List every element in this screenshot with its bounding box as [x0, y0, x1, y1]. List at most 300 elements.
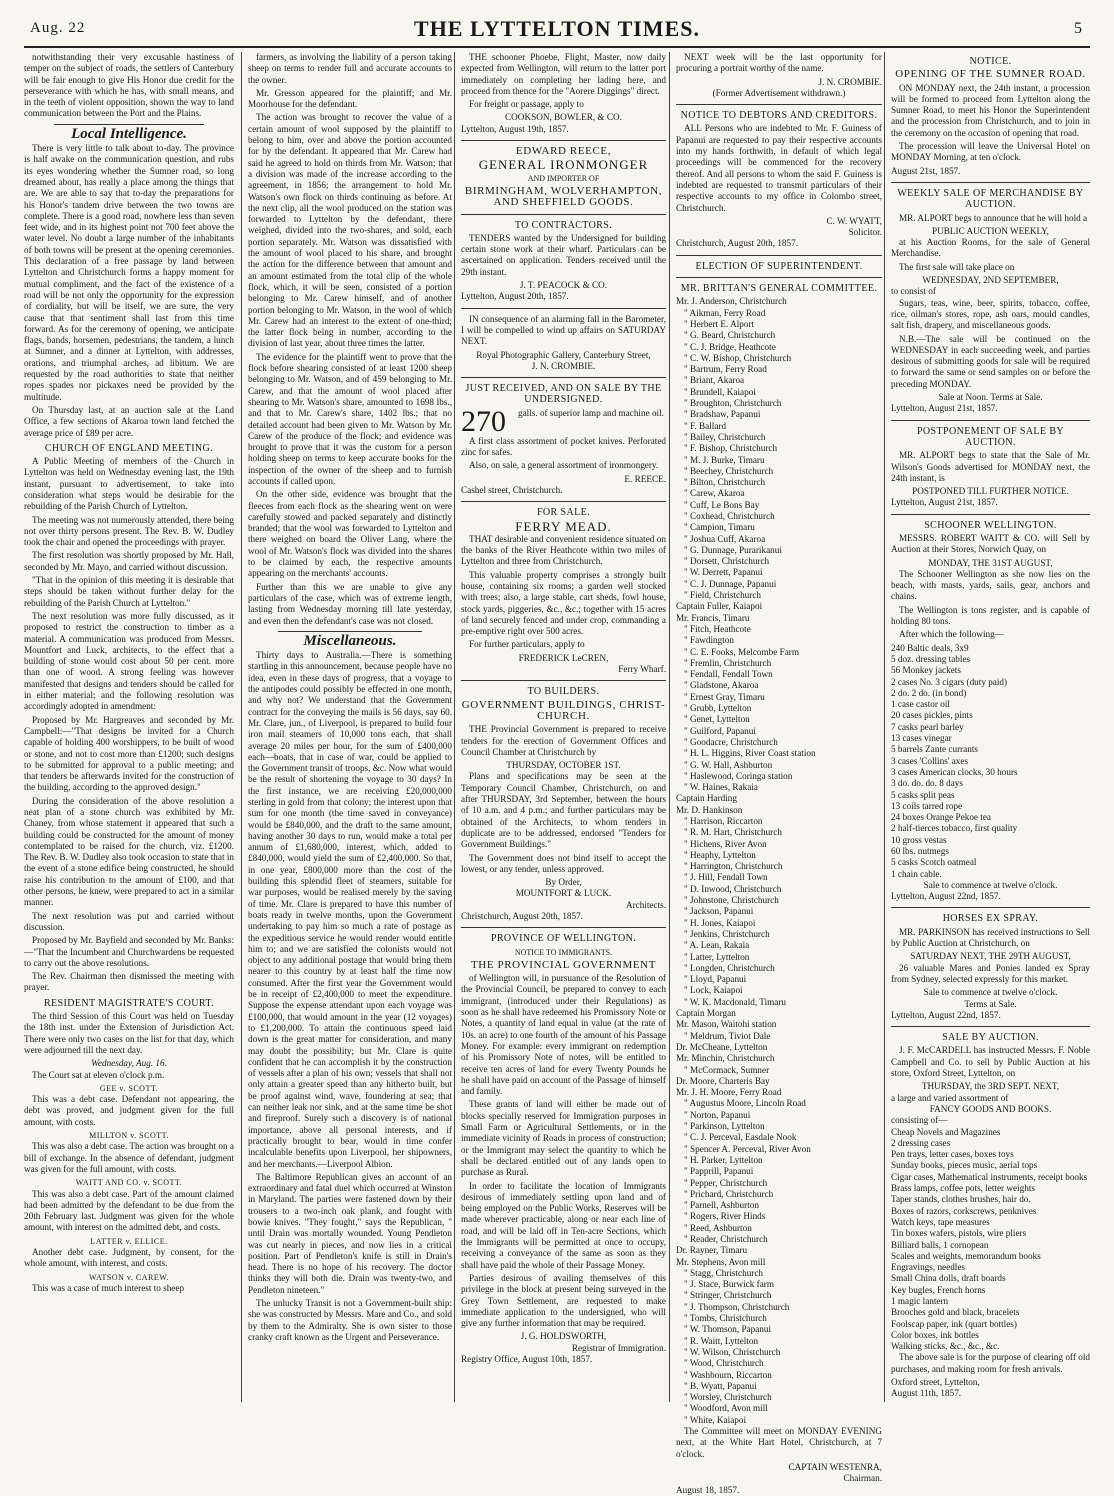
- committee-member: " Reed, Ashburton: [684, 1222, 752, 1233]
- ad-subheading: AND IMPORTER OF: [527, 173, 600, 183]
- section-heading-local: Local Intelligence.: [71, 125, 187, 142]
- committee-member: " W. Wilson, Christchurch: [684, 1346, 781, 1357]
- column-4: [669, 52, 882, 1495]
- divider: [54, 124, 204, 125]
- committee-member: " J. Stace, Burwick farm: [684, 1279, 774, 1290]
- case-title: GEE v. SCOTT.: [99, 1083, 159, 1093]
- sale-item: Cheap Novels and Magazines: [891, 1126, 1001, 1137]
- committee-member: " B. Wyatt, Papanui: [684, 1380, 757, 1391]
- committee-member: " Dorsett, Christchurch: [684, 556, 770, 567]
- ad-signature: Chairman.: [843, 1473, 882, 1484]
- ad-heading: WEEKLY SALE OF MERCHANDISE BY AUCTION.: [897, 187, 1084, 211]
- committee-member: " F. Bishop, Christchurch: [684, 443, 778, 454]
- ad-signature: FREDERICK LeCREN,: [518, 652, 609, 663]
- article-paragraph: On the other side, evidence was brought that the fleeces from each flock as the shearing went on were carefully stowed and packed separately and distinctly branded; that the wool was forwarded to Lyttelton and there weighed on board the Oliver Lang, where the wool of Mr. Watson's flock was divided into the shares to be claimed by each, the respective amounts appearing on the merchants' accounts.: [248, 489, 452, 579]
- article-paragraph: During the consideration of the above resolution a neat plan of a stone church was exhibited by Mr. Chaney, from whose statement it appeared that such a building could be constructed for the amount of money contemplated to be raised for the church, viz. £1200. The Rev. B. W. Dudley also took occasion to state that in the event of a stone edifice being constructed, he should raise his contribution to the amount of £100, and that other persons, he knew, were prepared to act in a similar manner.: [24, 795, 234, 908]
- newspaper-title: THE LYTTELTON TIMES.: [414, 16, 700, 41]
- ad-text: In order to facilitate the location of Immigrants desirous of immediately settling upon land and of being employed on the Public Works, Reserves will be made wherever practicable, along or near each line of road, and will be laid off in Ten-acre Sections, which the Immigrants will be permitted at once to occupy, receiving a conveyance of the same as soon as they shall have paid the whole of their Passage Money.: [461, 1180, 666, 1270]
- section-heading-miscellaneous: Miscellaneous.: [303, 632, 397, 649]
- page-columns: [24, 52, 1090, 1495]
- committee-member: " Gladstone, Akaroa: [684, 680, 759, 691]
- divider: [461, 140, 666, 141]
- sale-item: 5 casks Scotch oatmeal: [891, 857, 977, 868]
- article-paragraph: The meeting was not numerously attended, there being not over thirty persons present. The Rev. B. W. Dudley took the chair and opened the proceedings with prayer.: [24, 514, 234, 548]
- ad-signature: Solicitor.: [848, 227, 882, 238]
- ad-text: POSTPONED TILL FURTHER NOTICE.: [912, 486, 1069, 497]
- article-paragraph: This was also a debt case. The action was brought on a bill of exchange. In the absence of defendant, judgment was given for the full amount, with costs.: [24, 1141, 234, 1174]
- ad-date: Christchurch, August 20th, 1857.: [461, 911, 583, 921]
- ad-heading: PROVINCE OF WELLINGTON.: [490, 933, 637, 945]
- ad-text: a large and varied assortment of: [891, 1092, 1009, 1103]
- committee-member: " Prichard, Christchurch: [684, 1188, 774, 1199]
- ad-text: N.B.—The sale will be continued on the WEDNESDAY in each succeeding week, and parties desirous of submitting goods for sale will be required to forward the same or send samples on or before the preceding MONDAY.: [891, 333, 1090, 389]
- divider: [461, 927, 666, 928]
- ad-date: Lyttelton, August 22nd, 1857.: [891, 891, 1001, 902]
- committee-member: " Stagg, Christchurch: [684, 1267, 764, 1278]
- ad-heading: MR. BRITTAN'S GENERAL COMMITTEE.: [680, 283, 878, 295]
- article-paragraph: Mr. Gresson appeared for the plaintiff; and Mr. Moorhouse for the defendant.: [248, 87, 452, 110]
- committee-member: " W. Thomson, Papanui: [684, 1324, 772, 1335]
- committee-member: " W. Derrett, Papanui: [684, 567, 763, 578]
- ad-text: A first class assortment of pocket knives. Perforated zinc for safes.: [461, 435, 666, 458]
- case-title: LATTER v. ELLICE.: [90, 1236, 168, 1246]
- ad-text: TENDERS wanted by the Undersigned for building certain stone work at their wharf. Particulars can be ascertained on application. Tenders received until the 29th instant.: [461, 232, 666, 277]
- ad-text: of Wellington will, in pursuance of the Resolution of the Provincial Council, be prepared to convey to each immigrant, (introduced under their Regulations) as soon as he shall have redeemed his Promissory Note or Notes, a quantity of land equal in value (at the rate of 10s. an acre) to one fourth of the amount of his Passage Money. For example: every immigrant on redemption of his Promissory Note of notes, will be entitled to receive ten acres of land for every Twenty Pounds he he shall have paid on account of the Passage of himself and family.: [461, 973, 666, 1097]
- committee-member: " Carew, Akaroa: [684, 488, 745, 499]
- divider: [891, 514, 1090, 515]
- committee-member: " C. J. Dunnage, Papanui: [684, 578, 777, 589]
- schooner-item-list: [891, 643, 1090, 880]
- committee-member: " Spencer A. Perceval, River Avon: [684, 1143, 811, 1154]
- column-2: [241, 52, 452, 1402]
- ad-signature: C. W. WYATT,: [826, 215, 882, 226]
- committee-member: " H. Jones, Kaiapoi: [684, 917, 756, 928]
- committee-member: " Meldrum, Tiviot Dale: [684, 1030, 771, 1041]
- ad-heading: HORSES EX SPRAY.: [942, 913, 1039, 925]
- committee-member: " Wood, Christchurch: [684, 1358, 764, 1369]
- committee-member: " F. Ballard: [684, 420, 727, 431]
- sale-item: 2 cases No. 3 cigars (duty paid): [891, 676, 1008, 687]
- article-paragraph: Proposed by Mr. Hargreaves and seconded by Mr. Campbell:—"That designs be invited for a Church capable of holding 400 worshippers, to be built of wood or stone, and not to cost more than £1200; such designs to be submitted for approval to a public meeting; and that tenders be afterwards invited for the construction of the building, according to the approved design.": [24, 714, 234, 793]
- ad-date: SATURDAY NEXT, THE 29TH AUGUST,: [910, 951, 1071, 962]
- committee-member: " Lock, Kaiapoi: [684, 985, 743, 996]
- divider: [676, 255, 882, 256]
- ad-note: (Former Advertisement withdrawn.): [712, 87, 846, 98]
- ad-date: August 21st, 1857.: [891, 165, 961, 176]
- committee-member: " Longden, Christchurch: [684, 962, 775, 973]
- committee-member: " Parnell, Ashburton: [684, 1200, 759, 1211]
- ad-text: The Committee will meet on MONDAY EVENING next, at the White Hart Hotel, Christchurch, at 7 o'clock.: [676, 1426, 882, 1459]
- ad-heading: THE PROVINCIAL GOVERNMENT: [470, 958, 657, 971]
- ad-subheading: FERRY MEAD.: [515, 518, 612, 534]
- ad-text: at his Auction Rooms, for the sale of General Merchandise.: [891, 237, 1090, 259]
- ad-text: THE schooner Phoebe, Flight, Master, now daily expected from Wellington, will return to the latter port immediately on completing her lading here, and proceed from thence for the "Aorere Diggings" direct.: [461, 52, 666, 96]
- committee-member: " D. Inwood, Christchurch: [684, 883, 782, 894]
- committee-member: " W. Haines, Rakaia: [684, 782, 758, 793]
- committee-member: " Woodford, Avon mill: [684, 1403, 768, 1414]
- committee-member: " Heaphy, Lyttelton: [684, 849, 756, 860]
- sale-item: Boxes of razors, corkscrews, penknives: [891, 1205, 1037, 1216]
- ad-heading: BIRMINGHAM, WOLVERHAMPTON, AND SHEFFIELD GOODS.: [464, 184, 663, 209]
- ad-text: The first sale will take place on: [899, 261, 1015, 272]
- sale-item: Billiard balls, 1 cornopean: [891, 1239, 989, 1250]
- ad-text: to consist of: [891, 286, 936, 297]
- committee-member: " Jenkins, Christchurch: [684, 928, 770, 939]
- committee-member: " Guilford, Papanui: [684, 725, 756, 736]
- ad-date: August 18, 1857.: [676, 1484, 740, 1495]
- committee-member: " Rogers, River Hinds: [684, 1211, 766, 1222]
- ad-signature: Ferry Wharf.: [618, 664, 666, 675]
- committee-member: " Briant, Akaroa: [684, 375, 745, 386]
- ad-date: THURSDAY, the 3RD SEPT. NEXT,: [921, 1081, 1060, 1092]
- sale-item: 10 gross vestas: [891, 834, 947, 845]
- ad-subheading: OPENING OF THE SUMNER ROAD.: [895, 68, 1086, 81]
- article-paragraph: The next resolution was more fully discussed, as it proposed to restrict the construction to timber as a material. A communication was produced from Messrs. Mountfort and Luck, architects, to the effect that a building of stone would cost about 50 per cent. more than one of wood. A strong feeling was however manifested that designs and tenders should be called for in either material; and the following resolution was accordingly adopted in amendment:: [24, 610, 234, 712]
- sale-item: 56 Monkey jackets: [891, 665, 961, 676]
- committee-member: " Beechey, Christchurch: [684, 465, 774, 476]
- ad-date: Lyttelton, August 21st, 1857.: [891, 497, 998, 508]
- committee-member: Mr. Minchin, Christchurch: [676, 1053, 775, 1064]
- sale-item: 2 half-tierces tobacco, first quality: [891, 823, 1018, 834]
- sale-item: Taper stands, clothes brushes, hair do.: [891, 1194, 1031, 1205]
- committee-member: " R. M. Hart, Christchurch: [684, 827, 782, 838]
- committee-member: " Campion, Timaru: [684, 522, 755, 533]
- article-heading: RESIDENT MAGISTRATE'S COURT.: [43, 997, 215, 1009]
- committee-member: " G. Beard, Christchurch: [684, 330, 776, 341]
- ad-text: FANCY GOODS AND BOOKS.: [929, 1103, 1052, 1114]
- ad-heading: TO CONTRACTORS.: [514, 219, 613, 231]
- ad-text: These grants of land will either be made out of blocks specially reserved for Immigration purposes in Small Farm or Agricultural Settlements, or in the immediate vicinity of Roads in process of construction; or the Immigrant may select the quantity to which he shall be declared entitled out of any lands open to purchase as Rural.: [461, 1099, 666, 1178]
- sale-item: 1 magic lantern: [891, 1295, 949, 1306]
- divider: [676, 104, 882, 105]
- committee-member: Mr. Stephens, Avon mill: [676, 1256, 766, 1267]
- sale-item: Cigar cases, Mathematical instruments, receipt books: [891, 1171, 1088, 1182]
- article-paragraph: The first resolution was shortly proposed by Mr. Hall, seconded by Mr. Mayo, and carried without discussion.: [24, 550, 234, 572]
- committee-member: " Worsley, Christchurch: [684, 1392, 772, 1403]
- issue-date: Aug. 22: [30, 20, 86, 36]
- article-paragraph: Another debt case. Judgment, by consent, for the whole amount, with interest, and costs.: [24, 1246, 234, 1269]
- column-1: [24, 52, 234, 1402]
- committee-member: Mr. D. Hankinson: [676, 804, 743, 815]
- committee-member: " M. J. Burke, Timaru: [684, 454, 765, 465]
- ad-text: MR. ALPORT begs to state that the Sale of Mr. Wilson's Goods advertised for MONDAY next, the 24th instant, is: [891, 450, 1090, 483]
- ad-text: PUBLIC AUCTION WEEKLY,: [932, 225, 1049, 236]
- sale-item: Sunday books, pieces music, aerial tops: [891, 1160, 1038, 1171]
- committee-member: " Jackson, Papanui: [684, 906, 754, 917]
- ad-text: THE Provincial Government is prepared to receive tenders for the erection of Government Offices and Council Chamber at Christchurch by: [461, 724, 666, 757]
- sale-item: Engravings, needles: [891, 1262, 965, 1273]
- ad-signature: J. N. CROMBIE.: [818, 76, 882, 87]
- committee-member: " Stringer, Christchurch: [684, 1290, 772, 1301]
- committee-member: " Broughton, Christchurch: [684, 398, 782, 409]
- committee-member: " Tombs, Christchurch: [684, 1313, 767, 1324]
- divider: [461, 214, 666, 215]
- divider: [461, 680, 666, 681]
- committee-member: " Johnstone, Christchurch: [684, 895, 779, 906]
- divider: [891, 1026, 1090, 1027]
- ad-heading: JUST RECEIVED, AND ON SALE BY THE UNDERSIGNED.: [465, 383, 662, 406]
- committee-member: " Fendall, Fendall Town: [684, 669, 773, 680]
- ad-heading: GENERAL IRONMONGER: [478, 157, 649, 173]
- committee-member: " McCormack, Sumner: [684, 1064, 770, 1075]
- article-paragraph: This was a case of much interest to sheep: [32, 1282, 185, 1293]
- ad-date: Registry Office, August 10th, 1857.: [461, 1353, 593, 1364]
- committee-member: " Haslewood, Coringa station: [684, 770, 793, 781]
- article-paragraph: The unlucky Transit is not a Government-built ship: she was constructed by Messrs. Mare and Co., and sold by them to the Admiralty. She is own sister to those cranky craft known as the Urgent and Perseverance.: [248, 1298, 452, 1342]
- committee-member: " Herbert E. Alport: [684, 318, 755, 329]
- ad-text: Also, on sale, a general assortment of ironmongery.: [469, 460, 659, 471]
- committee-member: " Genet, Lyttelton: [684, 714, 750, 725]
- committee-list: [676, 296, 882, 1426]
- ad-address: Cashel street, Christchurch.: [461, 484, 563, 495]
- committee-member: Captain Morgan: [676, 1008, 736, 1019]
- sale-item: Color boxes, ink bottles: [891, 1329, 979, 1340]
- ad-subheading: NOTICE TO IMMIGRANTS.: [514, 947, 613, 957]
- ad-text: The Government does not bind itself to accept the lowest, or any tender, unless approved.: [461, 852, 666, 874]
- sale-item: 60 lbs. nutmegs: [891, 846, 949, 856]
- ad-heading: SCHOONER WELLINGTON.: [924, 519, 1057, 531]
- page-number: 5: [1074, 20, 1082, 37]
- ad-date: Lyttelton, August 19th, 1857.: [461, 123, 569, 134]
- ad-heading: NOTICE.: [969, 56, 1012, 67]
- committee-member: " White, Kaiapoi: [684, 1414, 747, 1425]
- ad-signature: MOUNTFORT & LUCK.: [515, 888, 612, 899]
- committee-member: Dr. Moore, Charteris Bay: [676, 1075, 770, 1086]
- ad-text: By Order,: [545, 877, 582, 888]
- article-paragraph: "That in the opinion of this meeting it is desirable that steps should be taken without further delay for the rebuilding of the Parish Church at Lyttelton.": [24, 575, 234, 608]
- ad-heading: POSTPONEMENT OF SALE BY AUCTION.: [916, 425, 1065, 448]
- ad-text: The Schooner Wellington as she now lies on the beach, with masts, yards, sails, gear, anchors and chains.: [891, 568, 1090, 602]
- ad-date: Lyttelton, August 20th, 1857.: [461, 291, 569, 302]
- committee-member: " H. Parker, Lyttelton: [684, 1154, 763, 1165]
- auction-item-list: [891, 1127, 1090, 1353]
- ad-signature: CAPTAIN WESTENRA,: [788, 1461, 882, 1472]
- committee-member: " Harrison, Riccarton: [684, 816, 763, 826]
- divider: [891, 420, 1090, 421]
- committee-member: " Grubb, Lyttelton: [684, 703, 752, 714]
- ad-date: Lyttelton, August 22nd, 1857.: [891, 1009, 1001, 1020]
- article-paragraph: This was also a debt case. Part of the amount claimed had been admitted by the defendant to be due from the 20th February last. Judgment was given for the whole amount, with interest on the admitted debt, and costs.: [24, 1188, 234, 1233]
- ad-text: MESSRS. ROBERT WAITT & CO. will Sell by Auction at their Stores, Norwich Quay, on: [891, 532, 1090, 555]
- article-paragraph: This was a debt case. Defendant not appearing, the debt was proved, and judgment given for the full amount, with costs.: [24, 1094, 234, 1127]
- committee-member: " C. J. Perceval, Easdale Nook: [684, 1132, 797, 1143]
- ad-heading: EDWARD REECE,: [515, 145, 612, 158]
- committee-member: " J. Hill, Fendall Town: [684, 872, 768, 883]
- sale-item: Brooches gold and black, bracelets: [891, 1307, 1020, 1318]
- committee-member: " R. Waitt, Lyttelton: [684, 1335, 759, 1346]
- sale-item: 2 dressing cases: [891, 1137, 951, 1148]
- committee-member: " Coxhead, Christchurch: [684, 510, 775, 521]
- article-paragraph: The evidence for the plaintiff went to prove that the flock before shearing consisted of at least 1200 sheep belonging to Mr. Watson, and of 459 belonging to Mr. Carew, and that the amount of wool placed after shearing to Mr. Watson's share, amounted to 1698 lbs., and that to Mr. Carew's share, 1402 lbs.; that no detailed account had been given to Mr. Watson by Mr. Carew of the produce of the flock; and evidence was brought to prove that it was the custom for a person holding sheep on terms to keep accurate books for the inspection of the owner of the sheep and to furnish accounts if called upon.: [248, 351, 452, 486]
- article-paragraph: The Court sat at eleven o'clock p.m.: [32, 1069, 165, 1080]
- ad-text: For further particulars, apply to: [469, 639, 585, 650]
- sale-item: 1 chain cable.: [891, 868, 942, 879]
- ad-heading: NOTICE TO DEBTORS AND CREDITORS.: [680, 110, 878, 122]
- committee-member: " Cuff, Le Bons Bay: [684, 499, 760, 510]
- committee-member: " Ernest Gray, Timaru: [684, 691, 765, 702]
- committee-member: " Papprill, Papanui: [684, 1166, 754, 1177]
- ad-signature: COOKSON, BOWLER, & CO.: [505, 112, 622, 123]
- committee-member: " Fremlin, Christchurch: [684, 657, 772, 668]
- ad-date: Christchurch, August 20th, 1857.: [676, 238, 798, 249]
- ad-signature: E. REECE.: [624, 473, 666, 484]
- ad-text: Sugars, teas, wine, beer, spirits, tobacco, coffee, rice, oilman's stores, rope, ash oars, mould candles, salt fish, drapery, and miscellaneous goods.: [891, 297, 1090, 331]
- committee-member: " Aikman, Ferry Road: [684, 307, 766, 318]
- ad-text: Terms at Sale.: [964, 998, 1017, 1009]
- committee-member: " Brundell, Kaiapoi: [684, 386, 756, 397]
- sale-item: Walking sticks, &c., &c., &c.: [891, 1341, 1000, 1352]
- column-5: [884, 52, 1090, 1402]
- sale-item: 13 cases vinegar: [891, 733, 952, 744]
- big-number: 270: [461, 404, 506, 438]
- article-paragraph: Proposed by Mr. Bayfield and seconded by Mr. Banks:—"That the Incumbent and Churchwardens be requested to carry out the above resolutions.: [24, 935, 234, 968]
- ad-text: For freight or passage, apply to: [469, 99, 584, 110]
- court-date: Wednesday, Aug. 16.: [91, 1058, 167, 1069]
- committee-member: " C. J. Bridge, Heathcote: [684, 341, 776, 352]
- ad-text: Plans and specifications may be seen at the Temporary Council Chamber, Christchurch, on and after THURSDAY, 3rd September, between the hours of 10 a.m. and 4 p.m.; and further particulars may be obtained of the Architects, to whom tenders in duplicate are to be addressed, endorsed "Tenders for Government Buildings.": [461, 771, 666, 850]
- ad-text: Sale to commence at twelve o'clock.: [923, 879, 1058, 890]
- ad-date: WEDNESDAY, 2ND SEPTEMBER,: [922, 275, 1059, 286]
- committee-member: " Norton, Papanui: [684, 1109, 751, 1120]
- committee-member: Captain Harding: [676, 793, 737, 804]
- committee-member: " A. Lean, Rakaia: [684, 940, 750, 951]
- ad-text: Sale at Noon. Terms at Sale.: [938, 392, 1043, 403]
- sale-item: 3 do. do. do. 8 days: [891, 778, 963, 789]
- ad-text: 26 valuable Mares and Ponies landed ex Spray from Sydney, selected expressly for this market.: [891, 962, 1090, 984]
- article-paragraph: On Thursday last, at an auction sale at the Land Office, a few sections of Akaroa town land fetched the average price of £89 per acre.: [24, 404, 234, 438]
- ad-text: galls. of superior lamp and machine oil.: [518, 407, 664, 418]
- divider: [676, 277, 882, 278]
- sale-item: Tin boxes wafers, pistols, wire pliers: [891, 1228, 1027, 1239]
- sale-item: 1 case castor oil: [891, 699, 950, 710]
- committee-member: " C. W. Bishop, Christchurch: [684, 352, 792, 363]
- committee-member: " Washbourn, Riccarton: [684, 1369, 772, 1380]
- sale-item: 3 cases American clocks, 30 hours: [891, 766, 1018, 777]
- article-paragraph: A Public Meeting of members of the Church in Lyttelton was held on Wednesday evening last, the 19th instant, pursuant to advertisement, to take into consideration what steps would be desirable for the rebuilding of the Parish Church of Lyttelton.: [24, 456, 234, 512]
- committee-member: " Bilton, Christchurch: [684, 477, 766, 488]
- sale-item: 7 casks pearl barley: [891, 721, 964, 732]
- committee-member: " J. Thompson, Christchurch: [684, 1301, 790, 1312]
- ad-date: THURSDAY, OCTOBER 1ST.: [506, 760, 621, 771]
- committee-member: " Augustus Moore, Lincoln Road: [684, 1098, 806, 1109]
- committee-member: " G. Dunnage, Purarikanui: [684, 544, 782, 555]
- committee-member: Dr. McCheane, Lyttelton: [676, 1041, 768, 1052]
- sale-item: Pen trays, letter cases, boxes toys: [891, 1149, 1014, 1160]
- ad-heading: SALE BY AUCTION.: [942, 1032, 1039, 1044]
- ad-text: ALL Persons who are indebted to Mr. F. Guiness of Papanui are requested to pay their respective accounts into my hands forthwith, in default of which legal proceedings will be commenced for the recovery thereof. And all persons to whom the said F. Guiness is indebted are requested to transmit particulars of their respective accounts to my office in Colombo street, Christchurch.: [676, 123, 882, 213]
- committee-member: " Harrington, Christchurch: [684, 861, 783, 872]
- article-paragraph: The next resolution was put and carried without discussion.: [24, 910, 234, 932]
- committee-member: " Parkinson, Lyttelton: [684, 1121, 765, 1132]
- ad-date: August 11th, 1857.: [891, 1388, 962, 1399]
- committee-member: Mr. Mason, Waitohi station: [676, 1019, 777, 1030]
- ad-subheading: GOVERNMENT BUILDINGS, CHRIST-CHURCH.: [461, 698, 666, 722]
- committee-member: Mr. Francis, Timaru: [676, 612, 750, 623]
- article-paragraph: There is very little to talk about to-day. The province is half awake on the communication question, and rubs its eyes wondering whether the Sumner road, so long dreamed about, has really a place among the things that are. We are able to say that to-day the preparations for his Honor's tandem drive between the two towns are complete. There is a good road, nowhere less than seven feet wide, and in its highest point not 700 feet above the water level. No doubt a large number of the inhabitants of both towns will be present at the opening ceremonies. This declaration of a free passage by land between Lyttelton and Christchurch forms a happy moment for mutual compliment, and the fact of the existence of a road will be not only the opportunity for the expression of cordiality, but will be itself, we are sure, the very cause that that sentiment shall last from this time forward. As for the ceremony of opening, we anticipate flags, bands, horsemen, pedestrians, the tandem, a lunch at Sumner, and a dinner at Lyttelton, with addresses, orations, and triumphal arches, ad libitum. We are requested by the road authorities to state that neither ropes spades nor pickaxes need be provided by the multitude.: [24, 143, 234, 402]
- committee-member: " Lloyd, Papanui: [684, 974, 747, 985]
- sale-item: Scales and weights, memorandum books: [891, 1250, 1041, 1261]
- sale-item: 5 casks split peas: [891, 789, 955, 800]
- ad-signature: Registrar of Immigration.: [571, 1342, 666, 1353]
- committee-member: " Goodacre, Christchurch: [684, 736, 778, 747]
- divider: [891, 907, 1090, 908]
- ad-heading: ELECTION OF SUPERINTENDENT.: [695, 260, 863, 272]
- article-paragraph: The Rev. Chairman then dismissed the meeting with prayer.: [24, 971, 234, 993]
- sale-item: 13 coils tarred rope: [891, 800, 963, 811]
- sale-item: Watch keys, tape measures: [891, 1216, 990, 1227]
- ad-signature: J. N. CROMBIE.: [531, 360, 596, 371]
- committee-member: " Bradshaw, Papanui: [684, 409, 761, 420]
- committee-member: " Reader, Christchurch: [684, 1233, 768, 1244]
- ad-date: MONDAY, THE 31ST AUGUST,: [928, 557, 1053, 568]
- case-title: MILLTON v. SCOTT.: [89, 1131, 169, 1141]
- ad-address: Oxford street, Lyttelton,: [891, 1377, 980, 1388]
- article-paragraph: The third Session of this Court was held on Tuesday the 18th inst. under the Extension of Jurisdiction Act. There were only two cases on the list for that day, which were adjourned till the next day.: [24, 1011, 234, 1055]
- committee-member: Mr. J. H. Moore, Ferry Road: [676, 1087, 782, 1098]
- sale-item: 5 doz. dressing tables: [891, 653, 971, 664]
- ad-text: The procession will leave the Universal Hotel on MONDAY Morning, at ten o'clock.: [891, 141, 1090, 163]
- ad-text: NEXT week will be the last opportunity for procuring a portrait worthy of the name.: [676, 52, 882, 74]
- article-paragraph: Thirty days to Australia.—There is something startling in this announcement, because people have no idea, even in these days of progress, that a voyage to the antipodes could possibly be effected in one month, and why not? We understand that the Government contract for the conveying the mails is 56 days, say 60. Mr. Clare, jun., of Liverpool, is prepared to build four iron mail steamers of 10,000 tons each, that shall average 20 miles per hour, for the sum of £400,000 each—boats, that in case of war, could be applied to the Government transit of troops, &c. Now what would be the result of shortening the voyage to 30 days? In the first instance, we are receiving £20,000,000 sterling in gold from that colony; the interest upon that sum for one month (the time saved in conveyance) would be £840,000, and the draft to the same amount, having another 30 days to run, would make a total per annum of £1,680,000, interest, which, added to £840,000, would yield the sum of £2,400,000. So that, in one year, £800,000 more than the cost of the building this splendid fleet of steamers, suitable for war purposes, would be realised merely by the saving of time. Mr. Clare is prepared to have this number of boats ready in twelve months, upon the Government undertaking to pay him so much a rate of postage as the expeditious service he would render would entitle him to; and we are satisfied the colonists would not object to any additional postage that would bring them nearer to this country by at least half the time now consumed. After the first year the Government would be in receipt of £2,400,000 to meet the expenditure. Suppose the expense attendant upon each voyage was £100,000, that would amount in the year (12 voyages) to £1,200,000. To attain the continuous speed laid down is the great matter for consideration, and many may doubt the possibility; but Mr. Clare is quite confident that he can accomplish it by the construction of vessels after a plan of his own; vessels that shall not only attain a greater speed than any hitherto built, but be proof against wind, wave, foundering at sea; that can neither leak nor sink, and at the same time be shot and fireproof. Surely such a discovery is of national importance, above all personal interests, and if practically brought to bear, would in time confer incalculable benefits upon Liverpool, her shipowners, and her merchants.—Liverpool Albion.: [248, 650, 452, 1169]
- case-title: WAITT AND CO. v. SCOTT.: [75, 1178, 183, 1188]
- ad-text: IN consequence of an alarming fall in the Barometer, I will be compelled to wind up affairs on SATURDAY NEXT.: [461, 313, 666, 347]
- ad-signature: J. G. HOLDSWORTH,: [520, 1331, 607, 1342]
- ad-text: MR. ALPORT begs to announce that he will hold a: [899, 212, 1088, 223]
- sale-item: 240 Baltic deals, 3x9: [891, 642, 969, 653]
- sale-item: Key bugles, French horns: [891, 1284, 986, 1295]
- column-3: [454, 52, 666, 1402]
- case-title: WATSON v. CAREW.: [88, 1272, 170, 1282]
- committee-member: Mr. J. Anderson, Christchurch: [676, 296, 787, 307]
- ad-text: This valuable property comprises a strongly built house, containing six rooms; a garden well stocked with trees; also, a large stable, cart sheds, fowl house, stock yards, piggeries, &c., &c.; together with 15 acres of land securely fenced and under crop, commanding a pre-emptive right over 500 acres.: [461, 569, 666, 637]
- ad-signature: J. T. PEACOCK & CO.: [519, 280, 608, 291]
- ad-text: Sale to commence at twelve o'clock.: [923, 987, 1058, 998]
- ad-text: THAT desirable and convenient residence situated on the banks of the River Heathcote within two miles of Lyttelton and three from Christchurch.: [461, 533, 666, 567]
- ad-text: The Wellington is tons register, and is capable of holding 80 tons.: [891, 604, 1090, 627]
- article-paragraph: Further than this we are unable to give any particulars of the case, which was of extreme length, lasting from Wednesday morning till late yesterday, and even then the defendant's case was not closed.: [248, 581, 452, 626]
- committee-member: " G. W. Hall, Ashburton: [684, 759, 773, 770]
- divider: [461, 377, 666, 378]
- article-paragraph: notwithstanding their very excusable hastiness of temper on the subject of roads, the settlers of Canterbury will be fair enough to give His Honor due credit for the perseverance with which he has, with small means, and in the teeth of violent opposition, shown the way to land communication between the Port and the Plains.: [24, 52, 234, 119]
- ad-signature: Architects.: [625, 899, 666, 910]
- ad-text: The above sale is for the purpose of clearing off old purchases, and making room for fresh arrivals.: [891, 1352, 1090, 1374]
- committee-member: Dr. Rayner, Timaru: [676, 1245, 748, 1256]
- ad-address: Royal Photographic Gallery, Canterbury Street,: [476, 349, 651, 360]
- article-heading: CHURCH OF ENGLAND MEETING.: [44, 442, 214, 454]
- divider: [461, 308, 666, 309]
- sale-item: 20 cases pickles, pints: [891, 710, 973, 721]
- sale-item: 24 boxes Orange Pekoe tea: [891, 812, 992, 823]
- sale-item: Brass lamps, coffee pots, letter weights: [891, 1183, 1035, 1194]
- sale-item: 5 barrels Zante currants: [891, 744, 978, 755]
- divider: [891, 182, 1090, 183]
- committee-member: " C. E. Fooks, Melcombe Farm: [684, 646, 800, 657]
- committee-member: " Bailey, Christchurch: [684, 431, 766, 442]
- committee-member: " Fawdington: [684, 635, 734, 646]
- divider: [461, 501, 666, 502]
- ad-heading: FOR SALE.: [536, 507, 591, 519]
- article-paragraph: The Baltimore Republican gives an account of an extraordinary and fatal duel which occurred at Winston in Maryland. The parties were fastened down by their trousers to a two-inch oak plank, and fought with bowie knives. "They fought," says the Republican, " until Drain was mortally wounded. Young Pendleton was cut nearly in pieces, and now lies in a critical position. Part of Pendleton's knife is still in Drain's head. There is no hope of his recovery. The doctor thinks they will both die. Drain was twenty-two, and Pendleton nineteen.": [248, 1171, 452, 1295]
- article-paragraph: The action was brought to recover the value of a certain amount of wool supposed by the plaintiff to belong to him, over and above the portion accounted for by the defendant. It appeared that Mr. Carew had said he agreed to hold on thirds from Mr. Watson; that a division was made of the increase according to the agreement, in 1856; the arrangement to hold Mr. Watson's own flock on thirds continuing as before. At the next clip, all the wool produced on the station was forwarded to Lyttelton by the defendant, there weighed, divided into the two-shares, and sold, each portion separately. Mr. Watson was dissatisfied with the amount of wool placed to his share, and brought the action for the difference between that amount and an amount estimated from the total clip of the whole flock, which, it will be seen, consisted of a portion belonging to Mr. Carew himself, and of another portion belonging to Mr. Watson, in the wool of which Mr. Carew had an interest to the extent of one-third; the latter flock being in number, according to the division of last year, about three times the latter.: [248, 112, 452, 349]
- committee-member: " Field, Christchurch: [684, 590, 761, 601]
- committee-member: " H. L. Higgins, River Coast station: [684, 748, 816, 759]
- ad-heading: TO BUILDERS.: [527, 686, 600, 698]
- committee-member: " Hichens, River Avon: [684, 838, 767, 849]
- ad-text: Parties desirous of availing themselves of this privilege in the block at present being surveyed in the Grey Town Settlement, are requested to make immediate application to the undersigned, who will give any further information that may be required.: [461, 1272, 666, 1329]
- ad-text: consisting of—: [891, 1115, 948, 1126]
- ad-date: Lyttelton, August 21st, 1857.: [891, 403, 998, 414]
- committee-member: " Pepper, Christchurch: [684, 1177, 768, 1188]
